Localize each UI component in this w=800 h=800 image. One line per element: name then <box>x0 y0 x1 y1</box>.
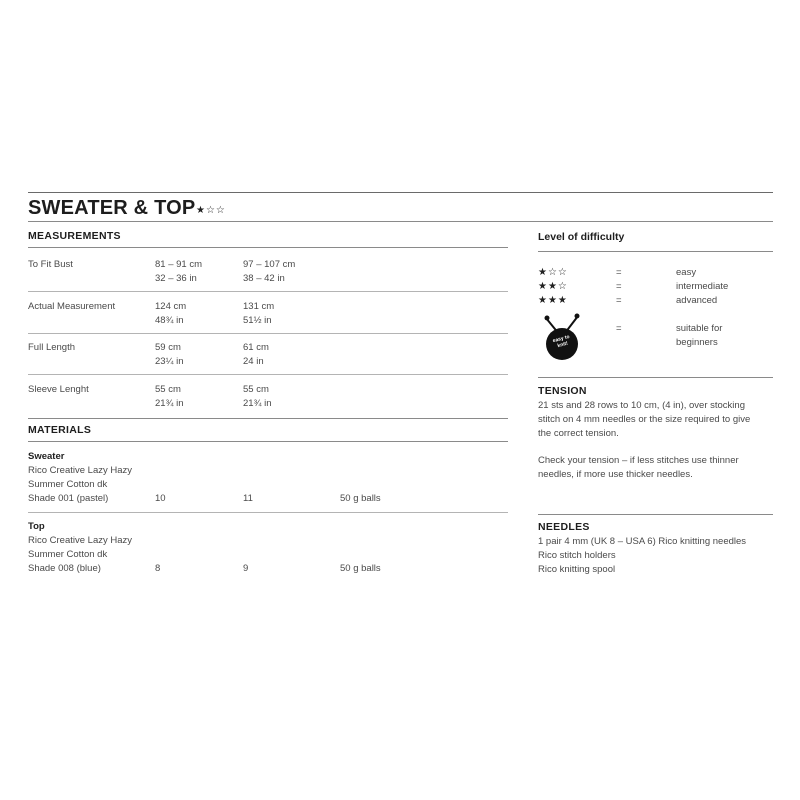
difficulty-label: suitable for <box>676 323 723 334</box>
page-title: SWEATER & TOP <box>28 197 196 219</box>
material-line: Rico Creative Lazy Hazy <box>28 535 133 546</box>
needles-heading: NEEDLES <box>538 521 590 533</box>
measure-value: 48¾ in <box>155 315 184 326</box>
needles-line: 1 pair 4 mm (UK 8 – USA 6) Rico knitting needles <box>538 536 747 547</box>
measure-value: 81 – 91 cm <box>155 259 202 270</box>
equals-sign: = <box>616 281 622 292</box>
difficulty-label: advanced <box>676 295 718 306</box>
material-qty: 11 <box>243 493 253 504</box>
tension-line: Check your tension – if less stitches use thinner <box>538 455 739 466</box>
measure-value: 38 – 42 in <box>243 273 285 284</box>
measure-value: 23¼ in <box>155 356 184 367</box>
difficulty-heading: Level of difficulty <box>538 231 625 243</box>
row-divider <box>28 333 508 334</box>
tension-line: 21 sts and 28 rows to 10 cm, (4 in), over stocking <box>538 400 745 411</box>
tension-line: stitch on 4 mm needles or the size required to give <box>538 414 751 425</box>
easy-to-knit-badge-icon <box>538 312 586 364</box>
material-line: Shade 008 (blue) <box>28 563 101 574</box>
tension-rule <box>538 377 773 378</box>
measure-value: 61 cm <box>243 342 269 353</box>
difficulty-stars-intermediate: ★★☆ <box>538 281 568 292</box>
equals-sign: = <box>616 267 622 278</box>
difficulty-stars-advanced: ★★★ <box>538 295 568 306</box>
difficulty-label: beginners <box>676 337 718 348</box>
tension-line: needles, if more use thicker needles. <box>538 469 693 480</box>
measure-value: 55 cm <box>243 384 269 395</box>
measurements-heading: MEASUREMENTS <box>28 230 121 242</box>
difficulty-label: easy <box>676 267 697 278</box>
material-group-name: Top <box>28 521 45 532</box>
material-line: Summer Cotton dk <box>28 549 108 560</box>
measure-value: 55 cm <box>155 384 181 395</box>
materials-heading: MATERIALS <box>28 424 92 436</box>
material-qty: 10 <box>155 493 166 504</box>
top-rule <box>28 192 773 193</box>
measure-value: 97 – 107 cm <box>243 259 296 270</box>
measure-value: 24 in <box>243 356 264 367</box>
measure-value: 131 cm <box>243 301 275 312</box>
row-divider <box>28 291 508 292</box>
title-underline <box>28 221 773 222</box>
materials-rule <box>28 441 508 442</box>
needles-rule <box>538 514 773 515</box>
row-divider <box>28 374 508 375</box>
material-group-name: Sweater <box>28 451 65 462</box>
materials-divider <box>28 512 508 513</box>
material-line: Shade 001 (pastel) <box>28 493 109 504</box>
measure-value: 59 cm <box>155 342 181 353</box>
badge-text: easy to knit! <box>552 333 571 350</box>
difficulty-label: intermediate <box>676 281 729 292</box>
measure-value: 51½ in <box>243 315 272 326</box>
materials-top-rule <box>28 418 508 419</box>
needles-line: Rico stitch holders <box>538 550 616 561</box>
material-line: Summer Cotton dk <box>28 479 108 490</box>
difficulty-stars-easy: ★☆☆ <box>538 267 568 278</box>
measure-label: Full Length <box>28 342 76 353</box>
measure-value: 124 cm <box>155 301 187 312</box>
measure-label: Sleeve Lenght <box>28 384 89 395</box>
tension-line: the correct tension. <box>538 428 619 439</box>
measure-label: To Fit Bust <box>28 259 73 270</box>
measure-value: 32 – 36 in <box>155 273 197 284</box>
difficulty-rule <box>538 251 773 252</box>
material-qty: 8 <box>155 563 161 574</box>
equals-sign: = <box>616 323 622 334</box>
measurements-rule <box>28 247 508 248</box>
material-qty: 9 <box>243 563 249 574</box>
tension-heading: TENSION <box>538 385 587 397</box>
material-unit: 50 g balls <box>340 493 381 504</box>
equals-sign: = <box>616 295 622 306</box>
measure-value: 21¾ in <box>243 398 272 409</box>
material-line: Rico Creative Lazy Hazy <box>28 465 133 476</box>
needles-line: Rico knitting spool <box>538 564 616 575</box>
material-unit: 50 g balls <box>340 563 381 574</box>
measure-label: Actual Measurement <box>28 301 116 312</box>
measure-value: 21¾ in <box>155 398 184 409</box>
title-difficulty-stars: ★☆☆ <box>196 205 226 216</box>
